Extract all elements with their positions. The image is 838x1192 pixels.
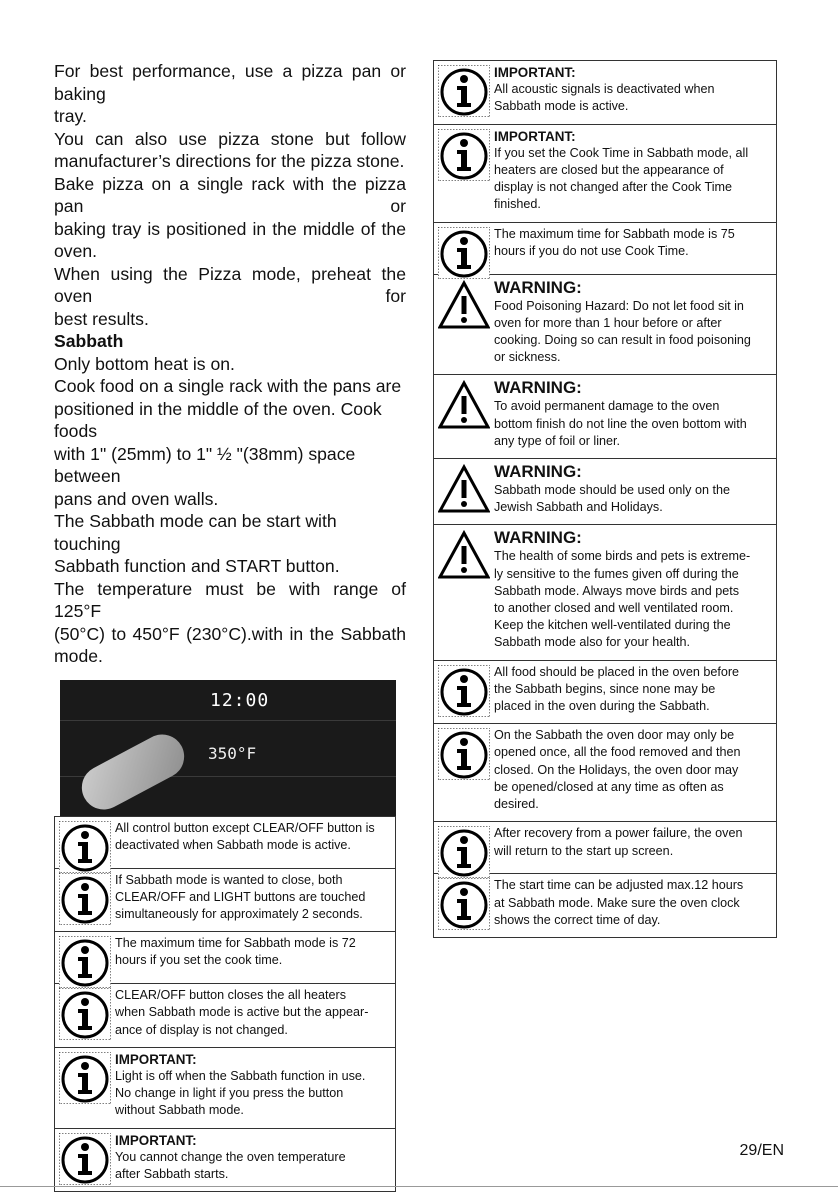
note-text: be opened/closed at any time as often as — [494, 779, 770, 796]
info-note — [434, 874, 776, 937]
note-text: simultaneously for approximately 2 seconds. — [115, 906, 389, 923]
info-note — [55, 817, 395, 869]
note-heading: WARNING: — [494, 278, 770, 298]
paragraph-line: Only bottom heat is on. — [54, 353, 406, 376]
note-text: without Sabbath mode. — [115, 1102, 389, 1119]
note-text: to another closed and well ventilated room. — [494, 600, 770, 617]
note-text: The maximum time for Sabbath mode is 72 — [115, 935, 389, 952]
paragraph-line: positioned in the middle of the oven. Cook foods — [54, 398, 406, 443]
left-notes-box — [54, 816, 396, 1192]
page-number: 29/EN — [740, 1142, 784, 1160]
note-text: display is not changed after the Cook Time — [494, 179, 770, 196]
info-icon — [438, 878, 490, 930]
note-text: Sabbath mode. Always move birds and pets — [494, 583, 770, 600]
info-icon — [59, 821, 111, 873]
note-text: placed in the oven during the Sabbath. — [494, 698, 770, 715]
warning-icon — [438, 279, 490, 331]
info-icon — [438, 665, 490, 717]
paragraph-line: tray. — [54, 105, 406, 128]
note-text: CLEAR/OFF and LIGHT buttons are touched — [115, 889, 389, 906]
note-heading: WARNING: — [494, 528, 770, 548]
note-text: cooking. Doing so can result in food poisoning — [494, 332, 770, 349]
warning-note — [434, 459, 776, 525]
info-icon — [59, 1133, 111, 1185]
note-text: You cannot change the oven temperature — [115, 1149, 389, 1166]
note-text: After recovery from a power failure, the oven — [494, 825, 770, 842]
info-note — [434, 822, 776, 874]
note-heading: IMPORTANT: — [115, 1132, 389, 1149]
note-heading: IMPORTANT: — [494, 64, 770, 81]
intro-text — [54, 60, 406, 330]
note-text: or sickness. — [494, 349, 770, 366]
info-note — [55, 984, 395, 1048]
note-text: closed. On the Holidays, the oven door may — [494, 762, 770, 779]
info-icon — [438, 129, 490, 181]
note-text: opened once, all the food removed and then — [494, 744, 770, 761]
paragraph-line: pans and oven walls. — [54, 488, 406, 511]
note-text: Sabbath mode also for your health. — [494, 634, 770, 651]
info-icon — [59, 873, 111, 925]
paragraph-line: (50°C) to 450°F (230°C).with in the Sabbath — [54, 623, 406, 646]
panel-clock: 12:00 — [210, 690, 269, 711]
info-note — [434, 125, 776, 223]
paragraph-line: mode. — [54, 645, 406, 668]
sabbath-text — [54, 353, 406, 668]
note-text: To avoid permanent damage to the oven — [494, 398, 770, 415]
note-text: All food should be placed in the oven before — [494, 664, 770, 681]
info-note — [55, 1048, 395, 1129]
finger-graphic — [74, 726, 192, 815]
info-icon — [438, 65, 490, 117]
info-note — [55, 869, 395, 933]
paragraph-line: Sabbath function and START button. — [54, 555, 406, 578]
note-text: hours if you set the cook time. — [115, 952, 389, 969]
note-heading: IMPORTANT: — [115, 1051, 389, 1068]
paragraph-line: The Sabbath mode can be start with touching — [54, 510, 406, 555]
note-text: The health of some birds and pets is extreme- — [494, 548, 770, 565]
left-column — [54, 60, 406, 1192]
panel-temperature: 350°F — [208, 744, 256, 763]
paragraph-line: baking tray is positioned in the middle of the — [54, 218, 406, 241]
paragraph-line: The temperature must be with range of 125°F — [54, 578, 406, 623]
paragraph-line: oven. — [54, 240, 406, 263]
note-text: Keep the kitchen well-ventilated during the — [494, 617, 770, 634]
note-heading: WARNING: — [494, 462, 770, 482]
note-text: heaters are closed but the appearance of — [494, 162, 770, 179]
note-text: No change in light if you press the button — [115, 1085, 389, 1102]
paragraph-line: When using the Pizza mode, preheat the oven for — [54, 263, 406, 308]
info-note — [434, 61, 776, 125]
warning-icon — [438, 463, 490, 515]
bottom-rule — [0, 1186, 838, 1187]
info-note — [55, 932, 395, 984]
info-note — [434, 724, 776, 822]
warning-note — [434, 375, 776, 459]
note-text: deactivated when Sabbath mode is active. — [115, 837, 389, 854]
paragraph-line: manufacturer’s directions for the pizza stone. — [54, 150, 406, 173]
note-text: Sabbath mode should be used only on the — [494, 482, 770, 499]
note-text: after Sabbath starts. — [115, 1166, 389, 1183]
note-text: desired. — [494, 796, 770, 813]
note-text: Food Poisoning Hazard: Do not let food sit in — [494, 298, 770, 315]
note-text: oven for more than 1 hour before or after — [494, 315, 770, 332]
right-column — [433, 60, 775, 938]
info-note — [434, 661, 776, 725]
warning-icon — [438, 529, 490, 581]
note-text: bottom finish do not line the oven bottom with — [494, 416, 770, 433]
note-heading: IMPORTANT: — [494, 128, 770, 145]
note-text: All control button except CLEAR/OFF button is — [115, 820, 389, 837]
paragraph-line: For best performance, use a pizza pan or baking — [54, 60, 406, 105]
note-text: Light is off when the Sabbath function in use. — [115, 1068, 389, 1085]
paragraph-line: best results. — [54, 308, 406, 331]
note-text: at Sabbath mode. Make sure the oven clock — [494, 895, 770, 912]
control-panel-image — [60, 680, 396, 816]
note-text: The maximum time for Sabbath mode is 75 — [494, 226, 770, 243]
info-icon — [438, 227, 490, 279]
paragraph-line: Cook food on a single rack with the pans are — [54, 375, 406, 398]
info-note — [434, 223, 776, 275]
info-icon — [438, 826, 490, 878]
note-text: Sabbath mode is active. — [494, 98, 770, 115]
paragraph-line: Bake pizza on a single rack with the pizza pan or — [54, 173, 406, 218]
note-text: hours if you do not use Cook Time. — [494, 243, 770, 260]
warning-note — [434, 275, 776, 376]
note-text: The start time can be adjusted max.12 hours — [494, 877, 770, 894]
note-text: any type of foil or liner. — [494, 433, 770, 450]
note-text: On the Sabbath the oven door may only be — [494, 727, 770, 744]
note-text: CLEAR/OFF button closes the all heaters — [115, 987, 389, 1004]
note-text: when Sabbath mode is active but the appear- — [115, 1004, 389, 1021]
right-notes-box — [433, 60, 777, 938]
note-text: will return to the start up screen. — [494, 843, 770, 860]
note-text: If Sabbath mode is wanted to close, both — [115, 872, 389, 889]
info-icon — [438, 728, 490, 780]
note-text: ly sensitive to the fumes given off during the — [494, 566, 770, 583]
paragraph-line: You can also use pizza stone but follow — [54, 128, 406, 151]
note-text: the Sabbath begins, since none may be — [494, 681, 770, 698]
note-text: ance of display is not changed. — [115, 1022, 389, 1039]
warning-note — [434, 525, 776, 660]
info-note — [55, 1129, 395, 1192]
note-text: shows the correct time of day. — [494, 912, 770, 929]
sabbath-heading: Sabbath — [54, 330, 406, 353]
note-text: finished. — [494, 196, 770, 213]
info-icon — [59, 1052, 111, 1104]
warning-icon — [438, 379, 490, 431]
paragraph-line: with 1" (25mm) to 1" ½ "(38mm) space between — [54, 443, 406, 488]
info-icon — [59, 988, 111, 1040]
note-text: All acoustic signals is deactivated when — [494, 81, 770, 98]
note-heading: WARNING: — [494, 378, 770, 398]
info-icon — [59, 936, 111, 988]
note-text: Jewish Sabbath and Holidays. — [494, 499, 770, 516]
note-text: If you set the Cook Time in Sabbath mode, all — [494, 145, 770, 162]
